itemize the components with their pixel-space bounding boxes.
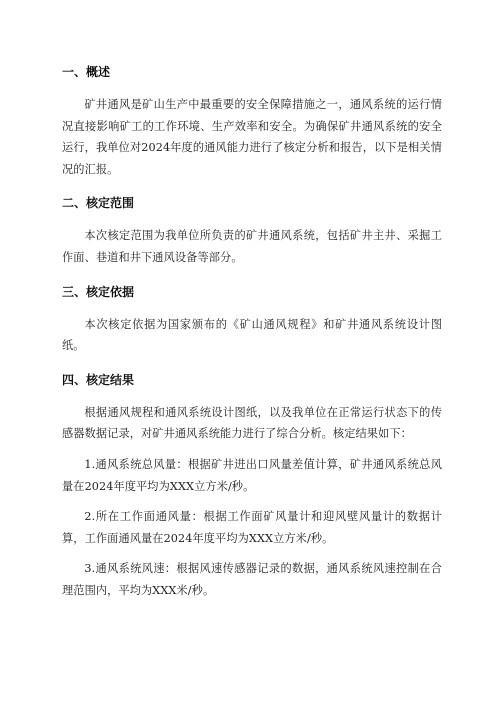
result-item-face-airflow: 2.所在工作面通风量：根据工作面矿风量计和迎风壁风量计的数据计算，工作面通风量在2024年度平均为XXX立方米/秒。 bbox=[62, 510, 442, 545]
result-item-total-airflow: 1.通风系统总风量：根据矿井进出口风量差值计算，矿井通风系统总风量在2024年度平均为XXX立方米/秒。 bbox=[62, 457, 442, 493]
section-scope bbox=[62, 195, 442, 268]
section-heading: 二、核定范围 bbox=[62, 196, 135, 211]
paragraph: 本次核定依据为国家颁布的《矿山通风规程》和矿井通风系统设计图纸。 bbox=[62, 317, 442, 353]
result-item-wind-speed: 3.通风系统风速：根据风速传感器记录的数据，通风系统风速控制在合理范围内，平均为XXX米/秒。 bbox=[62, 562, 442, 597]
section-results bbox=[62, 372, 442, 602]
paragraph: 根据通风规程和通风系统设计图纸，以及我单位在正常运行状态下的传感器数据记录，对矿井通风系统能力进行了综合分析。核定结果如下： bbox=[62, 405, 442, 441]
section-heading: 三、核定依据 bbox=[62, 284, 135, 299]
section-basis bbox=[62, 284, 442, 357]
section-overview bbox=[62, 64, 442, 180]
paragraph: 矿井通风是矿山生产中最重要的安全保障措施之一，通风系统的运行情况直接影响矿工的工作环境、生产效率和安全。为确保矿井通风系统的安全运行，我单位对2024年度的通风能力进行了核定分析和报告，以下是相关情况的汇报。 bbox=[62, 98, 442, 176]
paragraph: 本次核定范围为我单位所负责的矿井通风系统，包括矿井主井、采掘工作面、巷道和井下通风设备等部分。 bbox=[62, 229, 442, 264]
document-body bbox=[62, 64, 442, 611]
section-heading: 一、概述 bbox=[62, 65, 111, 79]
section-heading: 四、核定结果 bbox=[62, 372, 135, 387]
